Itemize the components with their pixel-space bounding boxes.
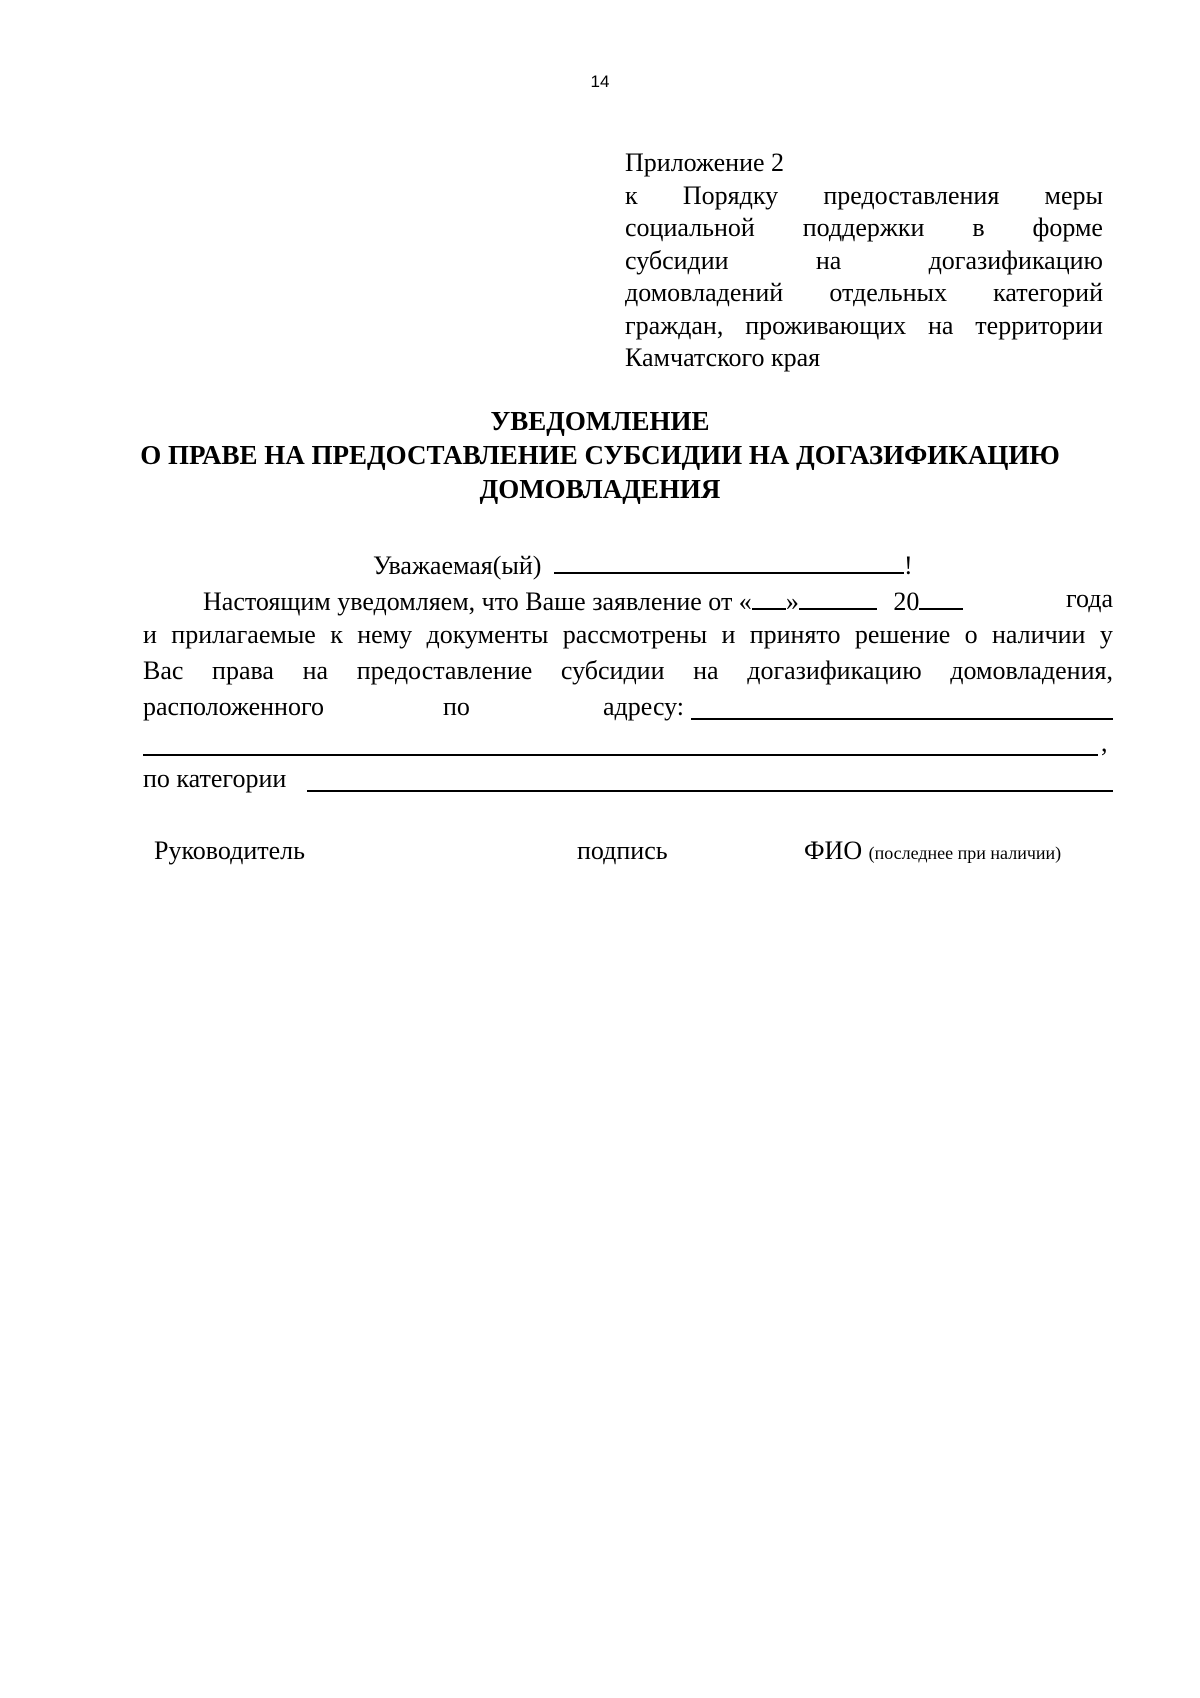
appendix-word: меры [1044, 180, 1103, 210]
recipient-name-field[interactable] [554, 548, 904, 574]
appendix-word: социальной [625, 213, 755, 242]
paragraph-line-2 [143, 620, 1113, 656]
appendix-word: проживающих [745, 310, 907, 340]
appendix-line [625, 245, 1103, 278]
appendix-word: территории [975, 310, 1103, 340]
paragraph-word: о [964, 620, 978, 649]
appendix-line [625, 310, 1103, 343]
head-label: Руководитель [154, 836, 305, 865]
title-line-1: УВЕДОМЛЕНИЕ [490, 406, 710, 436]
paragraph-word: и [143, 620, 157, 649]
greeting-row [143, 548, 1113, 584]
category-field[interactable] [307, 766, 1113, 792]
appendix-word: на [815, 245, 842, 275]
paragraph-line-3 [143, 656, 1113, 692]
paragraph-word: наличии [992, 620, 1086, 649]
appendix-word: Приложение 2 [625, 148, 785, 177]
appendix-word: субсидии [625, 245, 729, 275]
appendix-word: поддержки [802, 213, 925, 242]
paragraph-line-5 [143, 728, 1113, 764]
paragraph-word: у [1099, 620, 1113, 649]
word-address: адресу: [603, 692, 685, 721]
page-number: 14 [590, 72, 610, 91]
title-line-2: О ПРАВЕ НА ПРЕДОСТАВЛЕНИЕ СУБСИДИИ НА ДОГАЗИФИКАЦИЮ [140, 440, 1060, 470]
paragraph-word: решение [854, 620, 951, 649]
word-located: расположенного [143, 692, 324, 721]
paragraph-word: прилагаемые [171, 620, 316, 649]
paragraph-word: рассмотрены [562, 620, 708, 649]
quote-close: » [785, 587, 799, 616]
paragraph-word: права [212, 656, 274, 685]
appendix-word: предоставления [823, 180, 1000, 210]
year-word: года [1065, 584, 1113, 613]
fio-label: ФИО [804, 836, 863, 865]
paragraph-word: документы [426, 620, 549, 649]
appendix-word: граждан, [625, 310, 724, 340]
appendix-word: догазификацию [928, 245, 1103, 275]
appendix-line [625, 212, 1103, 245]
date-month-field[interactable] [799, 584, 877, 610]
appendix-word: Порядку [682, 180, 779, 210]
address-comma: , [1101, 728, 1108, 757]
word-at: по [443, 692, 470, 721]
paragraph-word: на [693, 656, 719, 685]
appendix-word: отдельных [829, 278, 947, 307]
address-continuation-field[interactable] [143, 730, 1098, 756]
greeting-prefix: Уважаемая(ый) [373, 551, 542, 580]
title-line-3: ДОМОВЛАДЕНИЯ [479, 474, 721, 504]
appendix-word: категорий [993, 278, 1103, 307]
appendix-line [625, 147, 1103, 180]
appendix-word: к [625, 180, 638, 210]
year-prefix: 20 [893, 587, 920, 616]
paragraph-word: предоставление [356, 656, 533, 685]
greeting-suffix: ! [903, 551, 913, 580]
signature-label: подпись [577, 836, 668, 865]
appendix-line [625, 342, 1103, 375]
appendix-word: Камчатского края [625, 343, 821, 372]
document-title [0, 404, 1200, 506]
paragraph-word: принято [749, 620, 841, 649]
paragraph-word: догазификацию [747, 656, 922, 685]
paragraph-line-4 [143, 692, 1113, 728]
category-row [143, 764, 1113, 800]
paragraph-word: к [330, 620, 343, 649]
paragraph-start: Настоящим уведомляем, что Ваше заявление от « [203, 587, 752, 616]
date-day-field[interactable] [752, 584, 786, 610]
paragraph-word: и [721, 620, 736, 649]
paragraph-word: домовладения, [950, 656, 1113, 685]
paragraph-word: Вас [143, 656, 184, 685]
appendix-line [625, 277, 1103, 310]
address-field[interactable] [691, 694, 1113, 720]
appendix-word: на [928, 310, 954, 340]
date-year-field[interactable] [919, 584, 963, 610]
paragraph-line-1 [143, 584, 1113, 620]
category-label: по категории [143, 764, 287, 793]
appendix-block [625, 147, 1103, 375]
appendix-word: форме [1032, 213, 1103, 242]
fio-note: (последнее при наличии) [868, 843, 1062, 863]
appendix-word: в [972, 213, 985, 242]
paragraph-word: нему [357, 620, 413, 649]
paragraph-word: субсидии [560, 656, 665, 685]
paragraph-word: на [302, 656, 329, 685]
appendix-word: домовладений [625, 278, 784, 307]
appendix-line [625, 180, 1103, 213]
